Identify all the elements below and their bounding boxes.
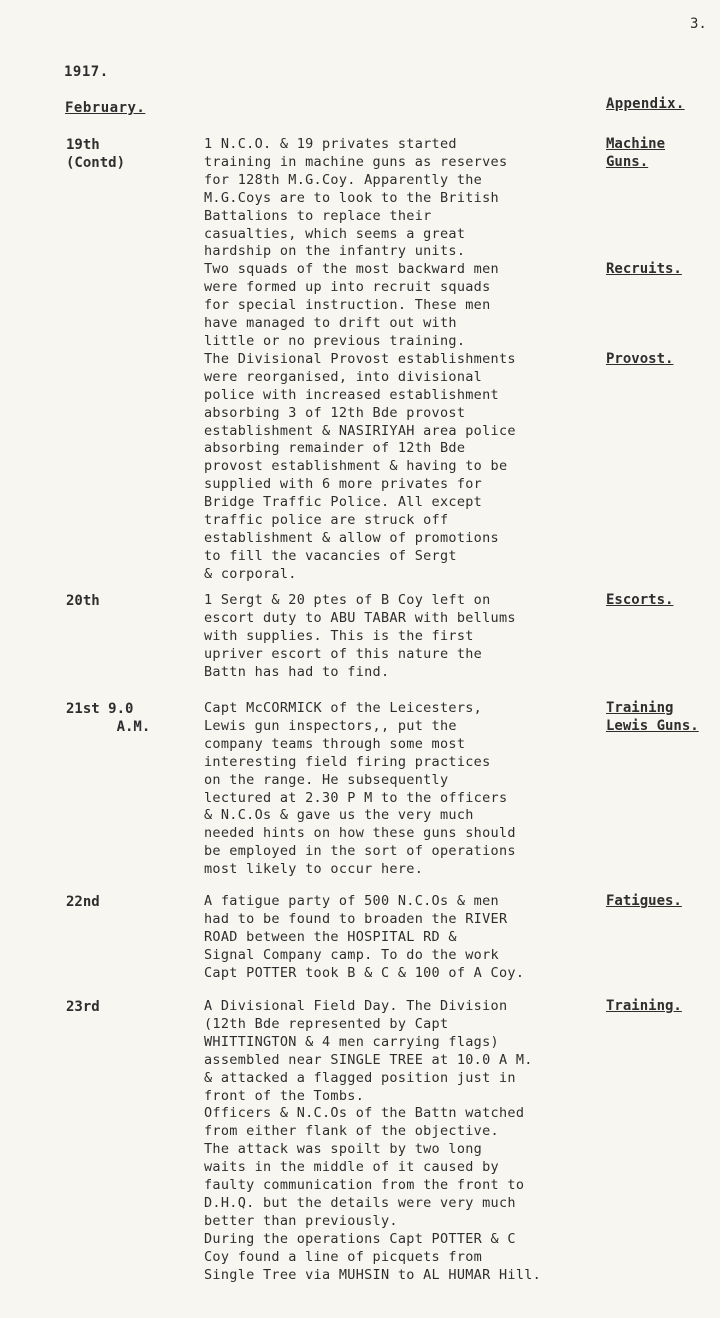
entry-text-line: Lewis gun inspectors,, put the [204, 717, 457, 734]
entry-text-line: A fatigue party of 500 N.C.Os & men [204, 893, 499, 909]
entry-text-line: The Divisional Provost establishments [204, 350, 516, 367]
entry-date-line: A.M. [66, 719, 151, 735]
entry-text-line: Signal Company camp. To do the work [204, 946, 499, 963]
entry-text-line: WHITTINGTON & 4 men carrying flags) [204, 1033, 499, 1050]
entry-date-line: 19th [66, 137, 100, 153]
entry-text-line: were reorganised, into divisional [204, 368, 483, 385]
appendix-margin-line: Training [606, 700, 674, 716]
entry-text-line: hardship on the infantry units. [204, 243, 466, 260]
entry-text-line: upriver escort of this nature the [204, 645, 483, 662]
entry-text-line: for special instruction. These men [204, 297, 491, 314]
entry-text-line: lectured at 2.30 P M to the officers [204, 789, 508, 806]
entry-text-line: company teams through some most [204, 735, 466, 752]
entry-text-line: ROAD between the HOSPITAL RD & [204, 928, 457, 945]
entry-text-line: During the operations Capt POTTER & C [204, 1230, 516, 1247]
entry-text-line: establishment & NASIRIYAH area police [204, 422, 516, 439]
entry-text-line: & corporal. [204, 565, 297, 582]
entry-text-line: 1 N.C.O. & 19 privates started [204, 136, 457, 152]
entry-text-line: supplied with 6 more privates for [204, 476, 483, 493]
entry-text-line: assembled near SINGLE TREE at 10.0 A M. [204, 1051, 533, 1068]
entry-date-line: 21st 9.0 [66, 701, 134, 717]
entry-text-line: training in machine guns as reserves [204, 153, 508, 170]
appendix-margin-note [606, 592, 673, 610]
entry-text-line: & N.C.Os & gave us the very much [204, 807, 474, 824]
entry-text-line: casualties, which seems a great [204, 225, 466, 242]
month-heading: February. [65, 100, 146, 116]
entry-text-line: establishment & allow of promotions [204, 529, 499, 546]
entry-text-line: most likely to occur here. [204, 861, 424, 878]
entry-date-line: 22nd [66, 894, 100, 910]
entry-text-line: Capt McCORMICK of the Leicesters, [204, 700, 483, 716]
entry-text-line: on the range. He subsequently [204, 771, 449, 788]
entry-text-line: traffic police are struck off [204, 512, 449, 529]
entry-date [66, 998, 100, 1016]
entry-text-line: be employed in the sort of operations [204, 843, 516, 860]
entry-text-line: police with increased establishment [204, 386, 499, 403]
entry-text-line: absorbing 3 of 12th Bde provost [204, 404, 466, 421]
entry-text-line: Officers & N.C.Os of the Battn watched [204, 1105, 525, 1122]
entry-text-line: A Divisional Field Day. The Division [204, 998, 508, 1014]
entry-text-line: escort duty to ABU TABAR with bellums [204, 609, 516, 626]
appendix-margin-note [606, 351, 673, 369]
entry-text-line: for 128th M.G.Coy. Apparently the [204, 171, 483, 188]
entry-text-line: The attack was spoilt by two long [204, 1141, 483, 1158]
page-number: 3. [690, 16, 707, 32]
entry-text-line: Coy found a line of picquets from [204, 1248, 483, 1265]
appendix-margin-line: Lewis Guns. [606, 717, 699, 734]
entry-text-line: Single Tree via MUHSIN to AL HUMAR Hill. [204, 1266, 542, 1283]
appendix-margin-note [606, 700, 699, 736]
appendix-margin-line: Machine [606, 136, 666, 152]
appendix-margin-note [606, 136, 665, 172]
entry-text-line: 1 Sergt & 20 ptes of B Coy left on [204, 592, 491, 608]
entry-date [66, 893, 100, 911]
entry-text-line: needed hints on how these guns should [204, 825, 516, 842]
entry-text-line: interesting field firing practices [204, 753, 491, 770]
entry-text-line: provost establishment & having to be [204, 458, 508, 475]
entry-text [204, 592, 606, 682]
appendix-margin-line: Provost. [606, 350, 674, 367]
entry-text-line: Two squads of the most backward men [204, 261, 499, 278]
entry-date-line: (Contd) [66, 155, 126, 171]
entry-text-line: waits in the middle of it caused by [204, 1159, 499, 1176]
appendix-margin-line: Training. [606, 998, 682, 1014]
entry-text-line: have managed to drift out with [204, 315, 457, 332]
entry-text-line: Capt POTTER took B & C & 100 of A Coy. [204, 964, 525, 981]
entry-text-line: D.H.Q. but the details were very much [204, 1194, 516, 1211]
entry-text-line: absorbing remainder of 12th Bde [204, 440, 466, 457]
entry-text-line: with supplies. This is the first [204, 627, 474, 644]
entry-text [204, 700, 606, 879]
entry-text-line: Battn has had to find. [204, 663, 390, 680]
entry-date-line: 20th [66, 593, 100, 609]
entry-text-line: (12th Bde represented by Capt [204, 1015, 449, 1032]
entry-date [66, 592, 100, 610]
entry-text-line: better than previously. [204, 1212, 398, 1229]
entry-text-line: had to be found to broaden the RIVER [204, 910, 508, 927]
entry-text-line: Battalions to replace their [204, 207, 432, 224]
entry-text-line: & attacked a flagged position just in [204, 1069, 516, 1086]
entry-date [66, 700, 150, 736]
year-heading: 1917. [64, 64, 109, 80]
appendix-margin-note [606, 998, 682, 1016]
appendix-margin-line: Escorts. [606, 592, 674, 608]
appendix-margin-note [606, 893, 682, 911]
entry-text-line: M.G.Coys are to look to the British [204, 189, 499, 206]
appendix-margin-note [606, 261, 682, 279]
entry-text-line: little or no previous training. [204, 332, 466, 349]
appendix-margin-line: Recruits. [606, 261, 682, 278]
entry-text-line: from either flank of the objective. [204, 1123, 499, 1140]
entry-text-line: Bridge Traffic Police. All except [204, 494, 483, 511]
entry-date [66, 136, 125, 172]
entry-text-line: front of the Tombs. [204, 1087, 365, 1104]
entry-text [204, 136, 606, 584]
entry-text [204, 998, 606, 1285]
appendix-margin-line: Guns. [606, 153, 649, 170]
entry-text-line: faulty communication from the front to [204, 1177, 525, 1194]
entry-date-line: 23rd [66, 999, 100, 1015]
entry-text-line: to fill the vacancies of Sergt [204, 547, 457, 564]
entry-text [204, 893, 606, 983]
appendix-column-heading: Appendix. [606, 96, 685, 112]
appendix-margin-line: Fatigues. [606, 893, 682, 909]
entry-text-line: were formed up into recruit squads [204, 279, 491, 296]
